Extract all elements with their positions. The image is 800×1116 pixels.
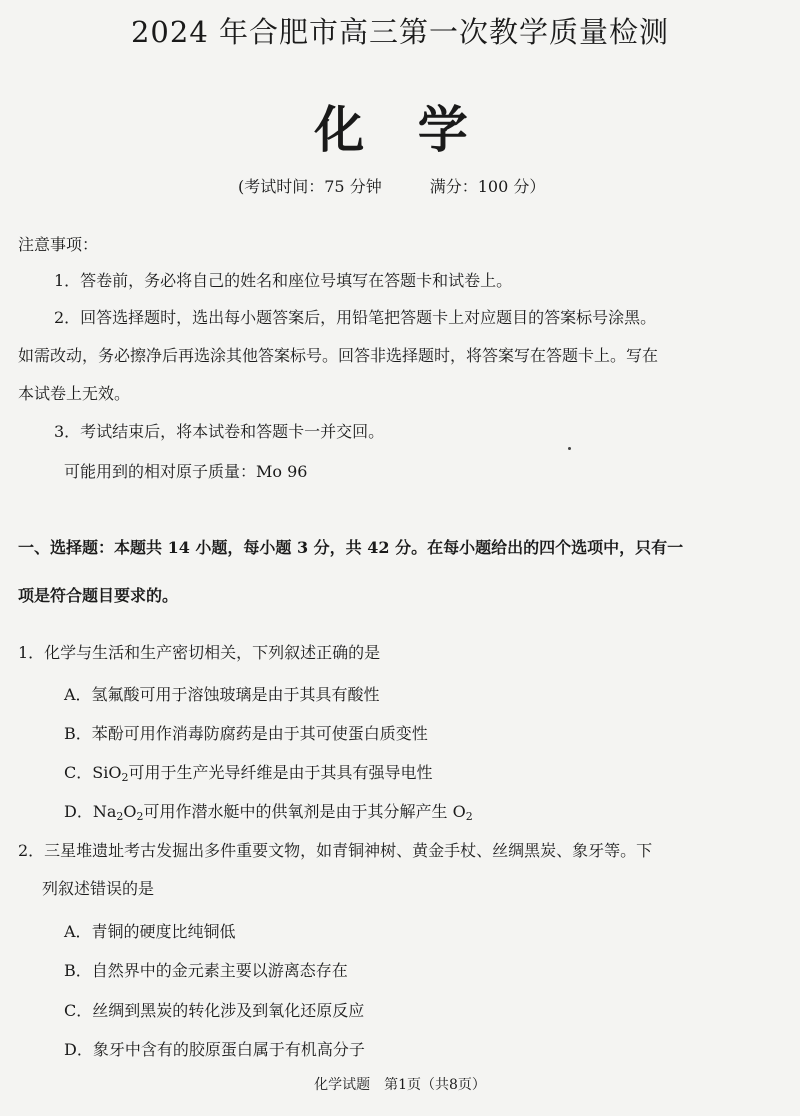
exam-title: 2024 年合肥市高三第一次教学质量检测 bbox=[130, 15, 670, 49]
question-2-option-b: B．自然界中的金元素主要以游离态存在 bbox=[64, 961, 348, 980]
exam-info bbox=[238, 174, 545, 197]
notice-item-2-line-2: 如需改动，务必擦净后再选涂其他答案标号。回答非选择题时，将答案写在答题卡上。写在 bbox=[18, 346, 659, 365]
atomic-mass-note: 可能用到的相对原子质量：Mo 96 bbox=[64, 462, 308, 481]
question-1-option-c: C．SiO$_2$可用于生产光导纤维是由于其具有强导电性 bbox=[64, 763, 433, 784]
full-score: 满分：100 分） bbox=[429, 177, 546, 196]
question-2-stem-line-2: 列叙述错误的是 bbox=[42, 879, 155, 898]
question-2-option-a: A．青铜的硬度比纯铜低 bbox=[64, 922, 236, 941]
question-1-stem: 1．化学与生活和生产密切相关，下列叙述正确的是 bbox=[18, 643, 381, 662]
question-2-option-c: C．丝绸到黑炭的转化涉及到氧化还原反应 bbox=[64, 1001, 365, 1020]
section-1-heading-line-2: 项是符合题目要求的。 bbox=[18, 586, 179, 605]
notice-item-2-line-1: 2．回答选择题时，选出每小题答案后，用铅笔把答题卡上对应题目的答案标号涂黑。 bbox=[54, 308, 657, 327]
question-1-option-b: B．苯酚可用作消毒防腐药是由于其可使蛋白质变性 bbox=[64, 724, 428, 743]
question-2-option-d: D．象牙中含有的胶原蛋白属于有机高分子 bbox=[64, 1040, 365, 1059]
question-2-stem-line-1: 2．三星堆遗址考古发掘出多件重要文物，如青铜神树、黄金手杖、丝绸黑炭、象牙等。下 bbox=[18, 841, 653, 860]
notice-item-2-line-3: 本试卷上无效。 bbox=[18, 384, 131, 403]
notice-heading: 注意事项： bbox=[18, 235, 99, 254]
notice-item-1: 1．答卷前，务必将自己的姓名和座位号填写在答题卡和试卷上。 bbox=[54, 271, 513, 290]
section-1-heading-line-1: 一、选择题：本题共 14 小题，每小题 3 分，共 42 分。在每小题给出的四个选项中，只有一 bbox=[18, 538, 684, 557]
page-footer: 化学试题 第1页（共8页） bbox=[314, 1077, 486, 1093]
subject-title: 化 学 bbox=[314, 100, 486, 159]
exam-time: (考试时间：75 分钟 bbox=[238, 177, 382, 196]
question-1-option-d: D．$Na_2O_2$可用作潜水艇中的供氧剂是由于其分解产生 $O_2$ bbox=[64, 802, 473, 823]
notice-item-3: 3．考试结束后，将本试卷和答题卡一并交回。 bbox=[54, 422, 385, 441]
scan-speck bbox=[568, 447, 571, 450]
question-1-option-a: A．氢氟酸可用于溶蚀玻璃是由于其具有酸性 bbox=[64, 685, 380, 704]
